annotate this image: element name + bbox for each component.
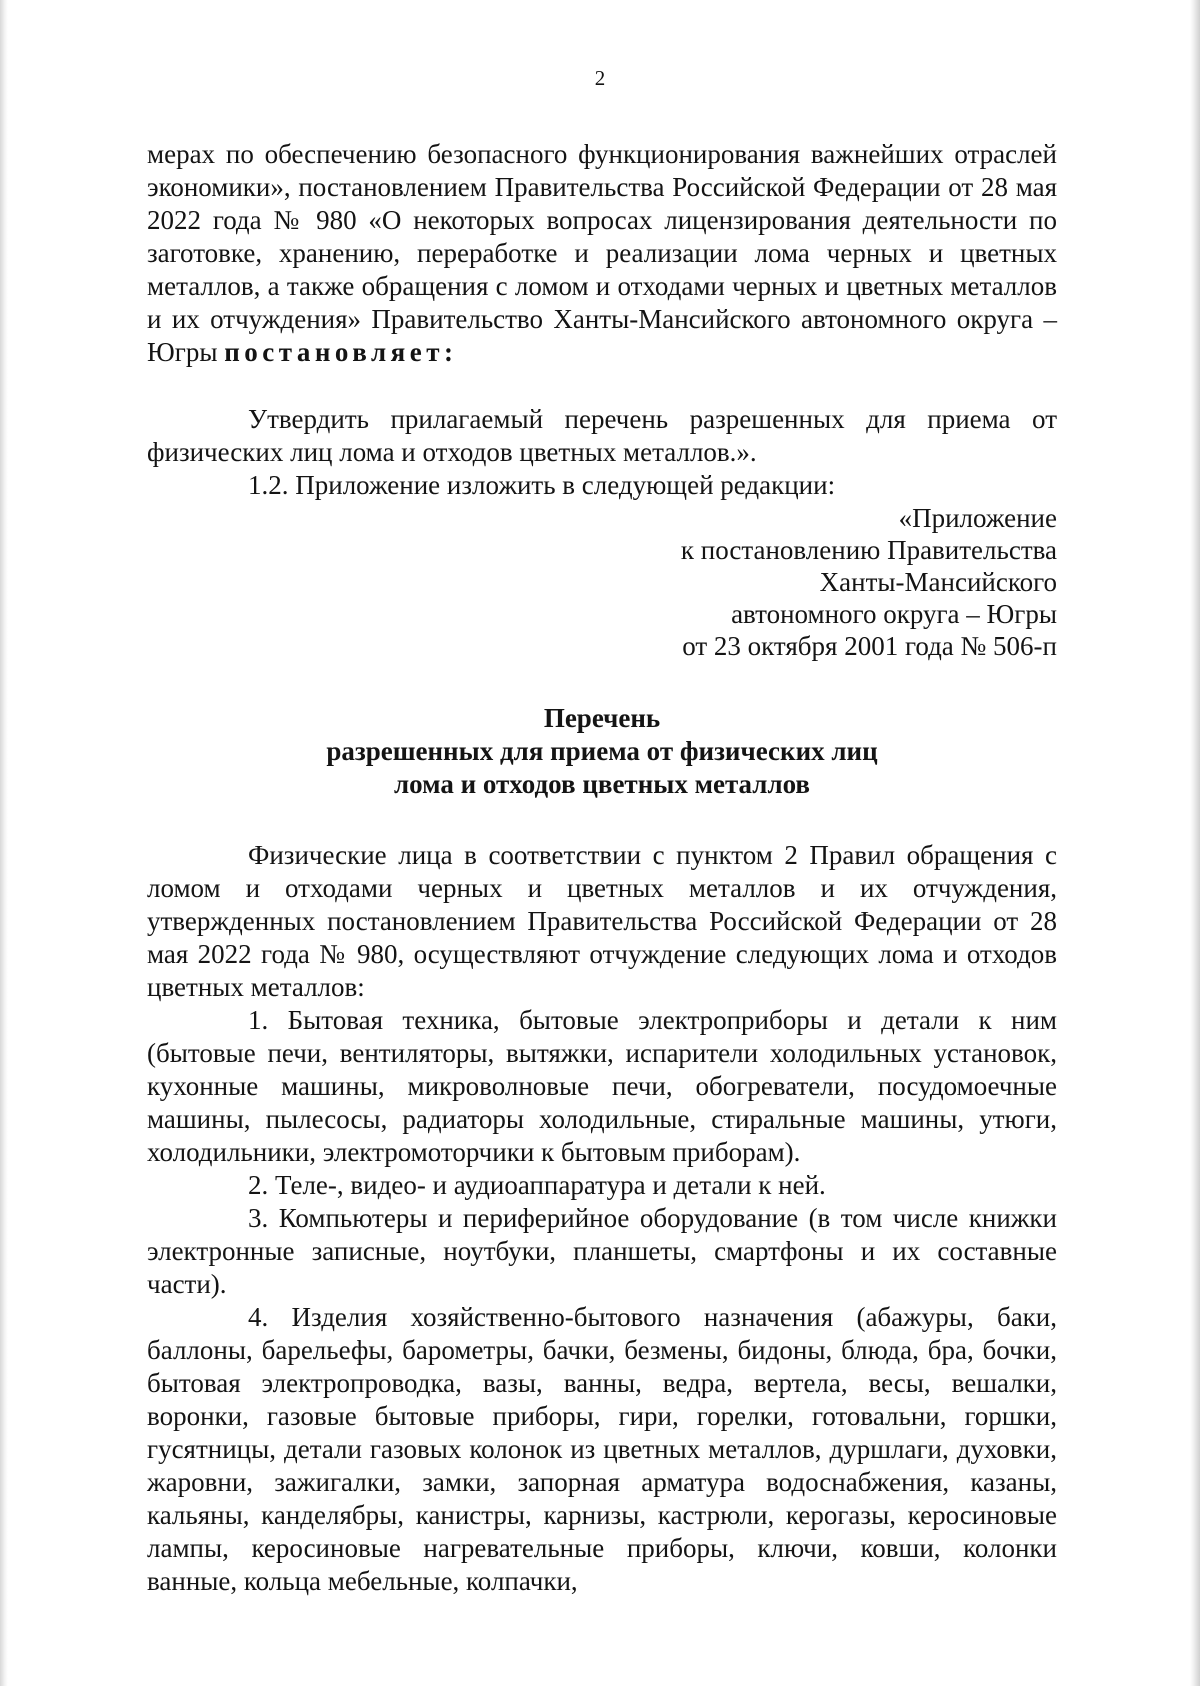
- list-item-1: 1. Бытовая техника, бытовые электроприборы и детали к ним (бытовые печи, вентиляторы, вытяжки, испарители холодильных установок, кухонные машины, микроволновые печи, обогреватели, посудомоечные машины, пылесосы, радиаторы холодильные, стиральные машины, утюги, холодильники, электромоторчики к бытовым приборам).: [147, 1005, 1057, 1167]
- appendix-header: [147, 502, 1057, 662]
- page-number: 2: [594, 66, 606, 90]
- appendix-line: Ханты-Мансийского: [819, 567, 1057, 597]
- scan-edge-left: [0, 0, 8, 1686]
- list-item-4: 4. Изделия хозяйственно-бытового назначения (абажуры, баки, баллоны, барельефы, барометры, бачки, безмены, бидоны, блюда, бра, бочки, бытовая электропроводка, вазы, ванны, ведра, вертела, весы, вешалки, воронки, газовые бытовые приборы, гири, горелки, готовальни, горшки, гусятницы, детали газовых колонок из цветных металлов, дуршлаги, духовки, жаровни, зажигалки, замки, запорная арматура водоснабжения, казаны, кальяны, канделябры, канистры, карнизы, кастрюли, керогазы, керосиновые лампы, керосиновые нагревательные приборы, ключи, ковши, колонки ванные, кольца мебельные, колпачки,: [147, 1302, 1057, 1596]
- body-paragraph: Физические лица в соответствии с пунктом 2 Правил обращения с ломом и отходами черных и цветных металлов и их отчуждения, утвержденных постановлением Правительства Российской Федерации от 28 мая 2022 года № 980, осуществляют отчуждение следующих лома и отходов цветных металлов:: [147, 840, 1057, 1002]
- list-item-3: 3. Компьютеры и периферийное оборудование (в том числе книжки электронные записные, ноутбуки, планшеты, смартфоны и их составные части).: [147, 1203, 1057, 1299]
- approve-paragraph: Утвердить прилагаемый перечень разрешенных для приема от физических лиц лома и отходов цветных металлов.».: [147, 404, 1057, 467]
- appendix-line: от 23 октября 2001 года № 506-п: [682, 631, 1057, 661]
- spacer: [147, 369, 1057, 403]
- spacer: [147, 801, 1057, 839]
- appendix-line: к постановлению Правительства: [680, 535, 1057, 565]
- list-title-line: лома и отходов цветных металлов: [394, 769, 810, 799]
- decree-word: постановляет:: [224, 337, 458, 367]
- appendix-line: «Приложение: [898, 503, 1057, 533]
- intro-paragraph: [147, 138, 1057, 369]
- list-item-2: 2. Теле-, видео- и аудиоаппаратура и детали к ней.: [248, 1170, 826, 1200]
- list-title: [147, 702, 1057, 801]
- appendix-line: автономного округа – Югры: [731, 599, 1057, 629]
- list-title-line: разрешенных для приема от физических лиц: [326, 736, 878, 766]
- intro-text: мерах по обеспечению безопасного функционирования важнейших отраслей экономики», постановлением Правительства Российской Федерации от 28 мая 2022 года № 980 «О некоторых вопросах лицензирования деятельности по заготовке, хранению, переработке и реализации лома черных и цветных металлов, а также обращения с ломом и отходами черных и цветных металлов и их отчуждения» Правительство Ханты-Мансийского автономного округа – Югры: [147, 139, 1057, 367]
- document-page: [147, 138, 1057, 1598]
- list-title-line: Перечень: [543, 703, 661, 733]
- item-1-2-paragraph: 1.2. Приложение изложить в следующей редакции:: [248, 470, 836, 500]
- spacer: [147, 662, 1057, 702]
- scan-edge-right: [1190, 0, 1200, 1686]
